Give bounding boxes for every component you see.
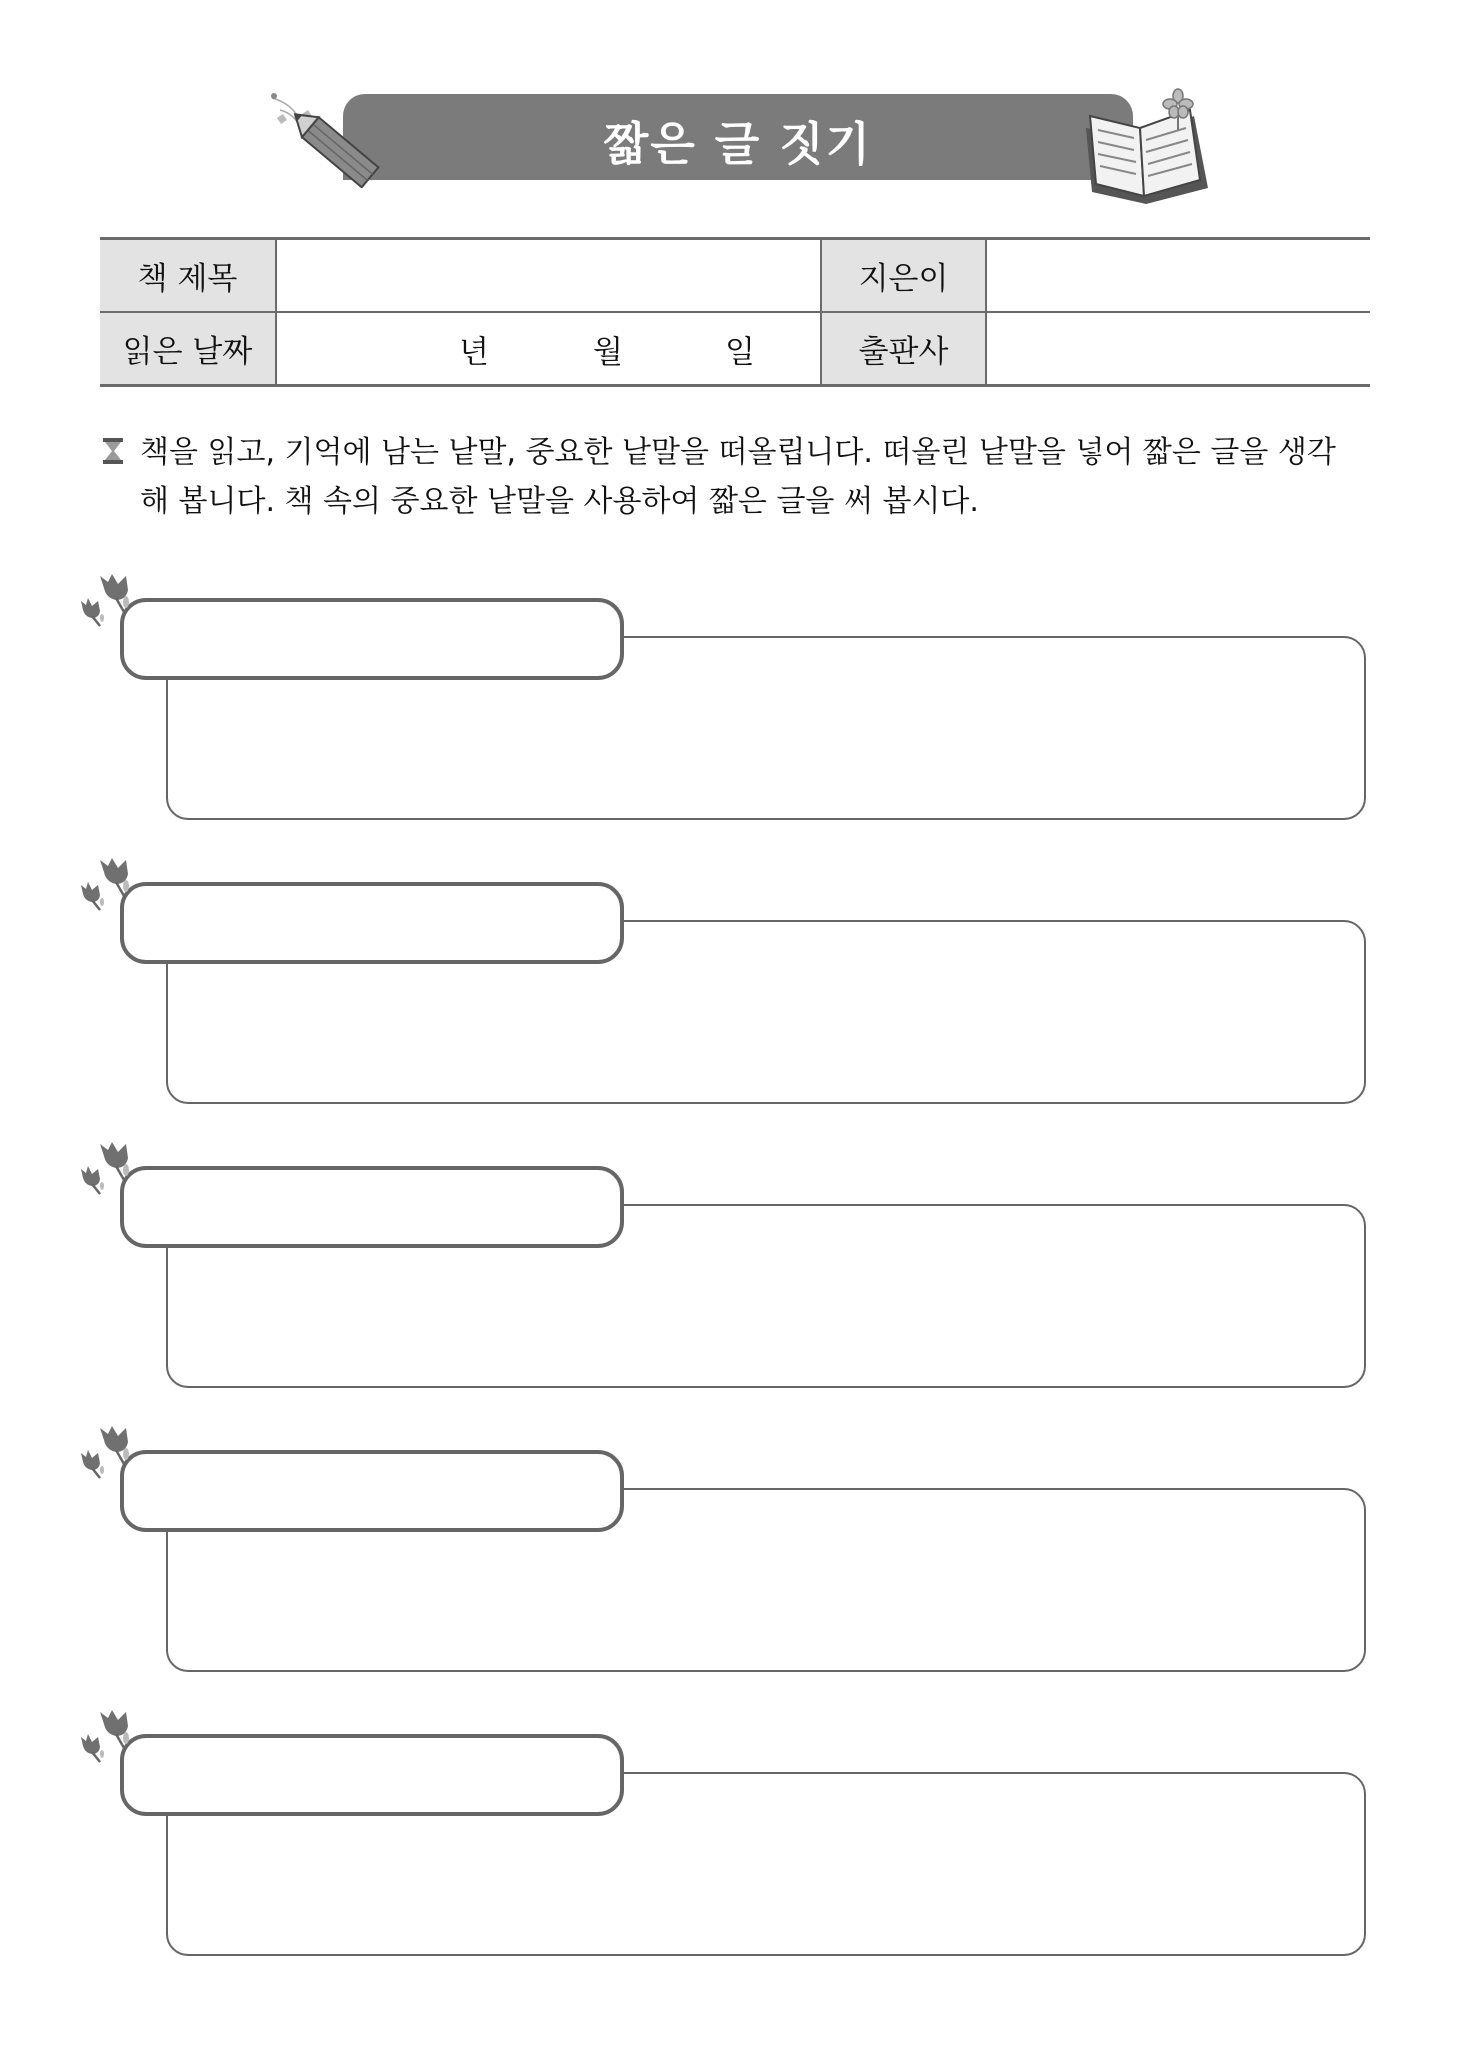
day-unit: 일 bbox=[725, 334, 755, 370]
table-row bbox=[100, 312, 1370, 386]
publisher-field[interactable] bbox=[986, 312, 1370, 386]
month-unit: 월 bbox=[593, 334, 623, 370]
word-input[interactable] bbox=[120, 1450, 624, 1532]
flower-sprig-icon bbox=[80, 1704, 150, 1794]
writing-entry bbox=[80, 568, 1380, 818]
word-input[interactable] bbox=[120, 1166, 624, 1248]
book-title-label: 책 제목 bbox=[100, 239, 276, 313]
book-info-table bbox=[100, 237, 1370, 387]
flower-sprig-icon bbox=[80, 852, 150, 942]
writing-entry bbox=[80, 852, 1380, 1102]
writing-entry bbox=[80, 1704, 1380, 1954]
flower-sprig-icon bbox=[80, 1136, 150, 1226]
hourglass-icon bbox=[103, 438, 123, 464]
author-label: 지은이 bbox=[821, 239, 986, 313]
author-field[interactable] bbox=[986, 239, 1370, 313]
word-input[interactable] bbox=[120, 598, 624, 680]
title-banner bbox=[343, 94, 1133, 180]
writing-entry bbox=[80, 1136, 1380, 1386]
page-title: 짧은 글 짓기 bbox=[603, 117, 873, 171]
pencil-icon bbox=[262, 88, 382, 188]
flower-sprig-icon bbox=[80, 568, 150, 658]
writing-entry bbox=[80, 1420, 1380, 1670]
publisher-label: 출판사 bbox=[821, 312, 986, 386]
word-input[interactable] bbox=[120, 1734, 624, 1816]
year-unit: 년 bbox=[459, 334, 489, 370]
book-title-field[interactable] bbox=[276, 239, 821, 313]
table-row bbox=[100, 239, 1370, 313]
instruction-text: 책을 읽고, 기억에 남는 낱말, 중요한 낱말을 떠올립니다. 떠올린 낱말을 넣어 짧은 글을 생각해 봅니다. 책 속의 중요한 낱말을 사용하여 짧은 글을 써 봅시다. bbox=[140, 435, 1336, 519]
open-book-icon bbox=[1082, 88, 1212, 206]
word-input[interactable] bbox=[120, 882, 624, 964]
flower-sprig-icon bbox=[80, 1420, 150, 1510]
read-date-label: 읽은 날짜 bbox=[100, 312, 276, 386]
read-date-field[interactable] bbox=[276, 312, 821, 386]
